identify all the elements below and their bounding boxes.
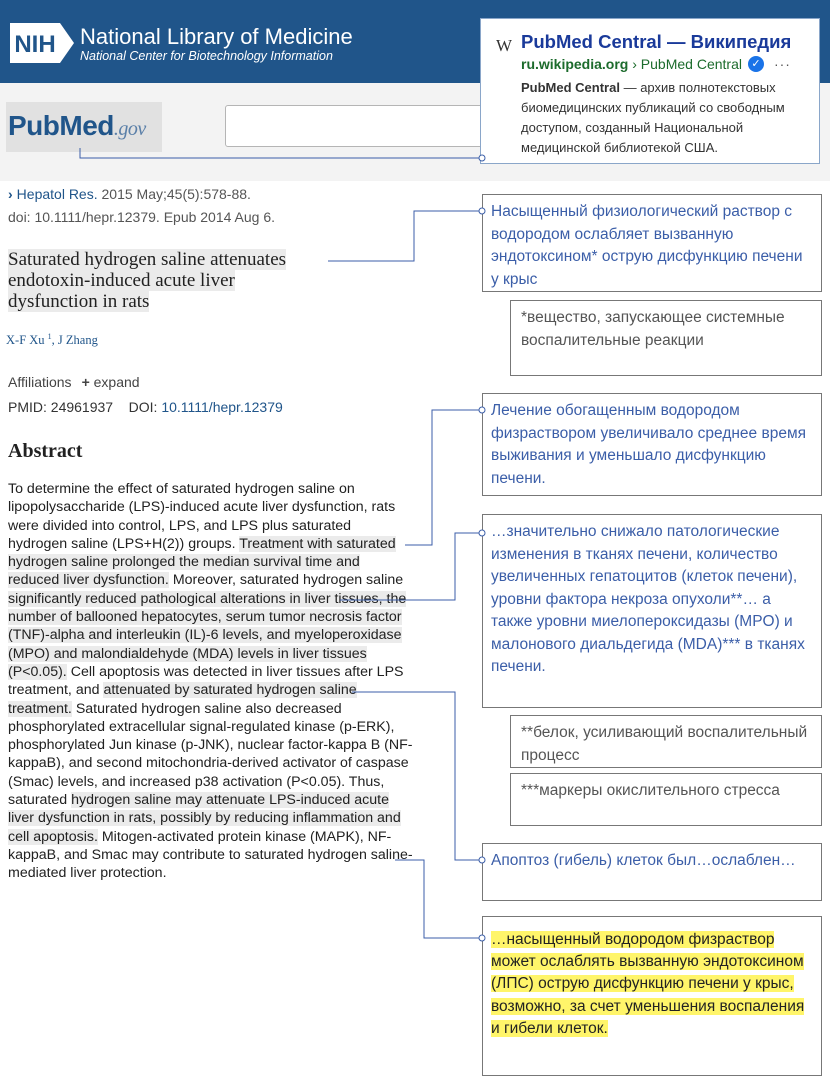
abstract-part: To determine the effect of saturated hydrogen saline on lipopolysaccharide (LPS)-induced acute liver dysfunction, rats were divided into control, LPS, and LPS plus saturated hydrogen saline (LPS+H(2)) groups. <box>8 481 396 552</box>
nih-subtitle: National Center for Biotechnology Information <box>80 49 333 63</box>
author-list <box>6 332 98 348</box>
pubmed-logo-gov: .gov <box>113 118 146 140</box>
affiliation-sup[interactable]: 1 <box>47 332 52 341</box>
wikipedia-card <box>480 18 820 164</box>
annotation-survival: Лечение обогащенным водородом физраствором увеличивало среднее время выживания и уменьшало дисфункцию печени. <box>482 393 822 496</box>
author-link[interactable]: X-F Xu <box>6 333 45 348</box>
abstract-highlight: significantly reduced pathological alterations in liver tissues, the number of ballooned hepatocytes, serum tumor necrosis factor (TNF)-alpha and interleukin (IL)-6 levels, and myeloperoxidase (MPO) and malondialdehyde (MDA) levels in liver tissues (P<0.05). <box>8 590 407 680</box>
svg-text:NIH: NIH <box>14 31 56 58</box>
affiliations-row <box>8 374 140 390</box>
article-title <box>8 249 328 312</box>
abstract-highlight: Treatment with saturated hydrogen saline prolonged the median survival time and reduced liver dysfunction. <box>8 535 396 589</box>
abstract-heading: Abstract <box>8 440 83 462</box>
journal-link[interactable]: Hepatol Res. <box>16 186 98 202</box>
plus-icon[interactable]: + <box>81 374 90 390</box>
annotation-conclusion-highlight: …насыщенный водородом физраствор может ослаблять вызванную эндотоксином (ЛПС) острую дисфункцию печени у крыс, возможно, за счет уменьшения воспаления и гибели клеток. <box>491 931 805 1037</box>
annotation-conclusion <box>482 916 822 1076</box>
annotation-title: Насыщенный физиологический раствор с водородом ослабляет вызванную эндотоксином* острую дисфункцию печени у крыс <box>482 194 822 292</box>
article-title-text: Saturated hydrogen saline attenuates endotoxin-induced acute liver dysfunction in rats <box>8 249 287 312</box>
search-input[interactable] <box>225 105 495 147</box>
journal-citation <box>8 186 251 202</box>
abstract-text <box>8 480 413 883</box>
nih-logo-icon[interactable] <box>10 22 74 64</box>
wiki-snippet-bold: PubMed Central <box>521 80 620 95</box>
abstract-highlight: hydrogen saline may attenuate LPS-induced acute liver dysfunction in rats, possibly by reducing inflammation and cell apoptosis. <box>8 792 401 845</box>
footnote-tnf: **белок, усиливающий воспалительный процесс <box>510 715 822 768</box>
abstract-part: detected in liver tissues after LPS treatment, and <box>8 663 404 699</box>
footnote-oxidative: ***маркеры окислительного стресса <box>510 773 822 826</box>
nih-title[interactable]: National Library of Medicine <box>80 24 353 49</box>
author-link[interactable]: J Zhang <box>57 333 98 348</box>
footnote-endotoxin: *вещество, запускающее системные воспалительные реакции <box>510 300 822 376</box>
wiki-snippet-text: — архив полнотекстовых биомедицинских публикаций со свободным доступом, созданный Национальной медицинской библиотекой США. <box>521 80 785 155</box>
abstract-part: Cell apoptosis was <box>66 663 189 680</box>
author-separator: , <box>51 333 58 348</box>
wiki-domain: ru.wikipedia.org <box>521 56 629 72</box>
abstract-part: Moreover, saturated hydrogen saline <box>168 572 404 589</box>
doi-epub-line: doi: 10.1111/hepr.12379. Epub 2014 Aug 6. <box>8 209 276 225</box>
wiki-url[interactable] <box>521 56 791 72</box>
wiki-snippet <box>521 78 811 158</box>
expand-button[interactable]: expand <box>93 374 140 390</box>
pubmed-logo-pub: Pub <box>8 110 60 141</box>
doi-label: DOI: <box>128 399 162 415</box>
abstract-part: Saturated hydrogen saline also decreased phosphorylated extracellular signal-regulated kinase (p-ERK), phosphorylated Jun kinase (p-JNK), nuclear factor-kappa B (NF-kappaB), and second mitochondria-derived activator of caspase (Smac) levels, and increased p38 activation (P<0.05). Thus, saturated <box>8 700 413 809</box>
abstract-part: Mitogen-activated protein kinase (MAPK), NF-kappaB, and Smac may contribute to saturated hydrogen saline-mediated liver protection. <box>8 828 413 882</box>
affiliations-label: Affiliations <box>8 374 72 390</box>
pubmed-logo[interactable] <box>8 110 146 142</box>
pubmed-logo-med: Med <box>59 110 114 141</box>
chevron-right-icon[interactable]: › <box>8 186 13 202</box>
doi-link[interactable]: 10.1111/hepr.12379 <box>161 399 283 415</box>
identifiers-row <box>8 399 283 415</box>
wikipedia-icon: W <box>496 36 513 55</box>
verified-check-icon: ✓ <box>748 56 764 72</box>
pmid-label: PMID: 24961937 <box>8 399 114 415</box>
abstract-highlight: attenuated by saturated hydrogen saline treatment. <box>8 682 357 717</box>
wiki-breadcrumb: › PubMed Central <box>628 56 742 72</box>
annotation-apoptosis: Апоптоз (гибель) клеток был…ослаблен… <box>482 843 822 901</box>
citation-text: 2015 May;45(5):578-88. <box>97 186 251 202</box>
wiki-title-link[interactable]: PubMed Central — Википедия <box>521 31 792 52</box>
annotation-pathology: …значительно снижало патологические изменения в тканях печени, количество увеличенных гепатоцитов (клеток печени), уровни фактора некроза опухоли**… а также уровни миелопероксидазы (MPO) и малонового диальдегида (MDA)*** в тканях печени. <box>482 514 822 708</box>
more-options-icon[interactable]: ··· <box>773 56 791 72</box>
